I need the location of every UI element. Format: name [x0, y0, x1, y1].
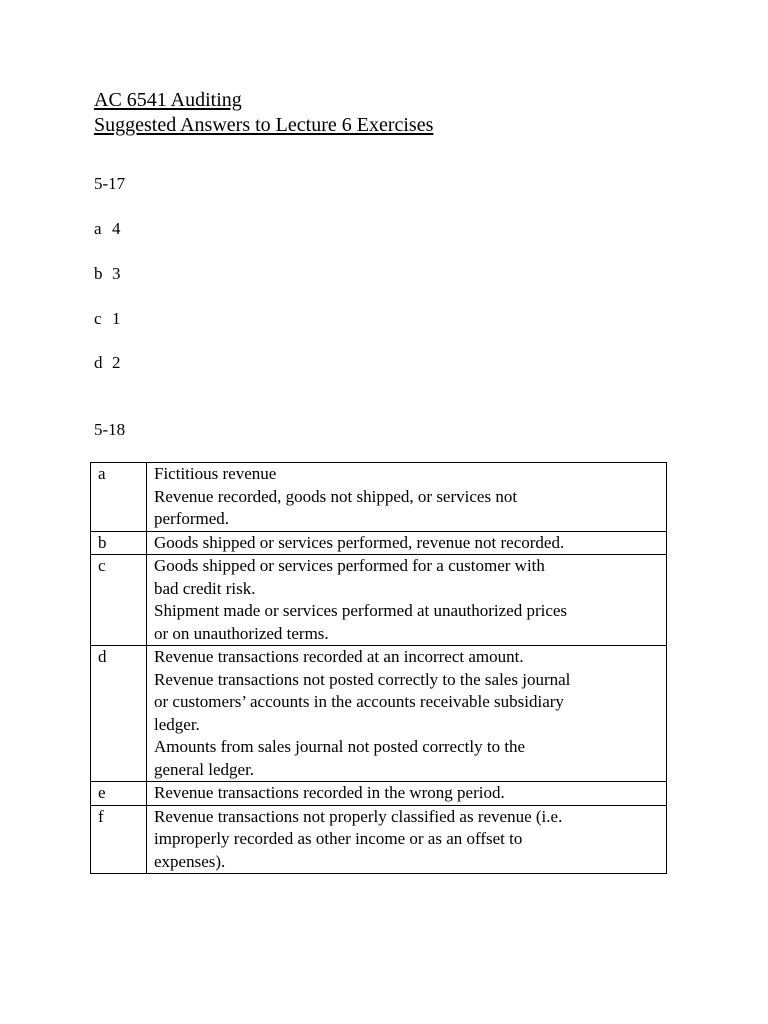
row-line: Goods shipped or services performed for a customer with — [154, 556, 545, 575]
row-line: Revenue transactions not properly classified as revenue (i.e. — [154, 806, 563, 826]
answer-value: 4 — [112, 219, 121, 238]
row-line: or on unauthorized terms. — [154, 623, 329, 643]
row-text — [147, 531, 667, 555]
row-key: d — [91, 646, 147, 782]
row-line: expenses). — [154, 851, 226, 871]
exercise-5-17-number: 5-17 — [94, 174, 126, 193]
answer-d — [94, 353, 121, 373]
exercise-5-18-table — [90, 462, 667, 874]
row-text — [147, 805, 667, 874]
row-line: Revenue transactions recorded at an incorrect amount. — [154, 647, 524, 666]
document-subtitle: Suggested Answers to Lecture 6 Exercises — [94, 114, 434, 136]
row-line: improperly recorded as other income or as an offset to — [154, 829, 523, 848]
row-line: Amounts from sales journal not posted correctly to the — [154, 737, 526, 756]
row-text — [147, 782, 667, 806]
answer-letter: b — [94, 264, 103, 283]
row-line: bad credit risk. — [154, 578, 256, 598]
row-line: Revenue recorded, goods not shipped, or services not — [154, 486, 518, 506]
row-line: Revenue transactions recorded in the wrong period. — [154, 783, 505, 802]
table-row — [91, 531, 667, 555]
row-text — [147, 463, 667, 532]
row-line: or customers’ accounts in the accounts receivable subsidiary — [154, 692, 564, 711]
row-key: a — [91, 463, 147, 532]
answer-letter: c — [94, 309, 102, 328]
table-row — [91, 463, 667, 532]
row-key: f — [91, 805, 147, 874]
answer-value: 2 — [112, 353, 121, 372]
row-line: ledger. — [154, 714, 200, 734]
row-line: Goods shipped or services performed, revenue not recorded. — [154, 532, 565, 552]
exercise-5-18-number: 5-18 — [94, 420, 126, 439]
answer-b — [94, 264, 121, 284]
table-row — [91, 646, 667, 782]
row-line: Fictitious revenue — [154, 464, 277, 483]
row-key: b — [91, 531, 147, 555]
row-text — [147, 555, 667, 646]
answer-c — [94, 309, 121, 329]
row-key: e — [91, 782, 147, 806]
row-line: Revenue transactions not posted correctly to the sales journal — [154, 669, 571, 689]
answer-value: 3 — [112, 264, 121, 283]
answer-a — [94, 219, 121, 239]
row-text — [147, 646, 667, 782]
table-row — [91, 555, 667, 646]
row-line: general ledger. — [154, 759, 255, 779]
row-line: Shipment made or services performed at unauthorized prices — [154, 601, 568, 620]
answer-letter: a — [94, 219, 102, 238]
course-title: AC 6541 Auditing — [94, 89, 242, 111]
row-line: performed. — [154, 509, 230, 528]
table-row — [91, 805, 667, 874]
row-key: c — [91, 555, 147, 646]
answer-value: 1 — [112, 309, 121, 328]
table-row — [91, 782, 667, 806]
answer-letter: d — [94, 353, 103, 372]
